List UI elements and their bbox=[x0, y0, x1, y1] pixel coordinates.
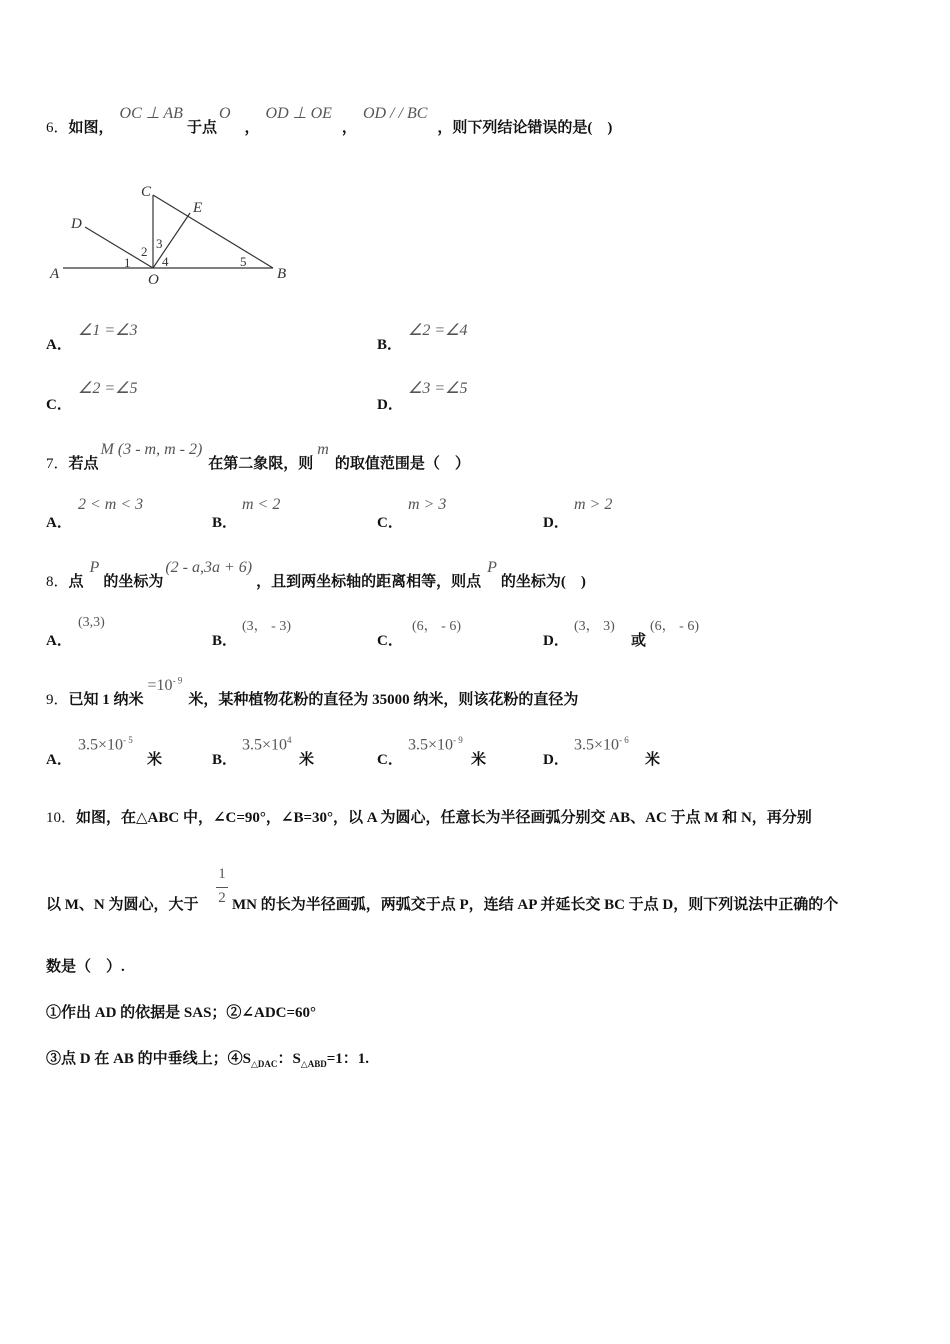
q7-option-d-letter: D． bbox=[543, 515, 569, 531]
label-o: O bbox=[148, 272, 159, 288]
q8-option-b-expr: (3， - 3) bbox=[242, 619, 291, 634]
question-10-line-2b: MN 的长为半径画弧，两弧交于点 P，连结 AP 并延长交 BC 于点 D，则下列说法中正确的个 bbox=[232, 897, 839, 913]
q8-option-d-or: 或 bbox=[631, 633, 647, 649]
question-10-line-3: 数是（ ）. bbox=[46, 959, 125, 975]
unit-label: 米 bbox=[147, 752, 163, 768]
label-c: C bbox=[141, 184, 152, 200]
question-10-line-5: ③点 D 在 AB 的中垂线上；$④S_{\triangle DAC}$：$S_{\triangle ABD}=1$：1. bbox=[46, 1051, 370, 1069]
fraction-bar bbox=[216, 887, 228, 888]
fraction-numerator: 1 bbox=[218, 866, 226, 882]
question-10-line-1: 10．如图，在△ABC 中，∠C=90°，∠B=30°，以 A 为圆心，任意长为半径画弧分别交 AB、AC 于点 M 和 N，再分别 bbox=[46, 810, 812, 826]
q7-option-a-expr: 2 < m < 3 bbox=[78, 496, 144, 513]
q8-option-d-letter: D． bbox=[543, 633, 569, 649]
q6-option-c-expr: ∠2 =∠5 bbox=[78, 380, 138, 397]
q8-option-d-expr2: (6， - 6) bbox=[650, 619, 699, 634]
q6-option-a-letter: A． bbox=[46, 337, 72, 353]
question-10-line-4: ①作出 AD 的依据是 SAS；②∠ADC=60° bbox=[46, 1005, 317, 1021]
math-expr: O bbox=[218, 105, 231, 122]
q6-option-d-letter: D． bbox=[377, 397, 403, 413]
q9-option-d-expr: $3.5\times 10^{- 6}$ bbox=[574, 735, 629, 754]
geometry-figure bbox=[45, 180, 305, 290]
q6-option-d-expr: ∠3 =∠5 bbox=[408, 380, 468, 397]
math-expr: m bbox=[317, 441, 329, 458]
q6-option-b-letter: B． bbox=[377, 337, 403, 353]
math-expr: P bbox=[487, 559, 497, 576]
q7-option-b-letter: B． bbox=[212, 515, 238, 531]
q6-option-c-letter: C． bbox=[46, 397, 72, 413]
q9-option-c-expr: $3.5\times 10^{- 9}$ bbox=[408, 735, 463, 754]
question-6-stem: 6．如图，OC ⊥ AB于点O，OD ⊥ OE，OD / / BC，则下列结论错误的是( ) bbox=[46, 105, 613, 136]
q8-option-a-expr: (3,3) bbox=[78, 615, 105, 630]
q7-option-c-letter: C． bbox=[377, 515, 403, 531]
q7-option-a-letter: A． bbox=[46, 515, 72, 531]
angle-label-3: 3 bbox=[156, 236, 163, 251]
angle-label-5: 5 bbox=[240, 254, 247, 269]
math-expr: P bbox=[89, 559, 100, 576]
q9-option-b-expr: $3.5\times 10^4$ bbox=[242, 735, 292, 754]
q7-option-c-expr: m > 3 bbox=[408, 496, 447, 513]
question-7-stem: 7．若点M (3 - m, m - 2)在第二象限，则m的取值范围是（ ） bbox=[46, 441, 470, 472]
q8-option-b-letter: B． bbox=[212, 633, 238, 649]
q7-option-d-expr: m > 2 bbox=[574, 496, 613, 513]
q8-option-c-expr: (6， - 6) bbox=[412, 619, 461, 634]
unit-label: 米 bbox=[471, 752, 487, 768]
math-expr: M (3 - m, m - 2) bbox=[100, 441, 203, 458]
question-10-line-2a: 以 M、N 为圆心，大于 bbox=[46, 897, 199, 913]
math-expr: $=10^{- 9}$ bbox=[147, 675, 183, 694]
label-d: D bbox=[71, 216, 82, 232]
question-number: 8． bbox=[46, 574, 69, 590]
question-8-stem: 8．点P的坐标为(2 - a,3a + 6)，且到两坐标轴的距离相等，则点P的坐标为( ) bbox=[46, 559, 586, 590]
fraction-denominator: 2 bbox=[218, 890, 226, 906]
question-number: 9． bbox=[46, 692, 69, 708]
unit-label: 米 bbox=[299, 752, 315, 768]
label-e: E bbox=[193, 200, 203, 216]
label-a: A bbox=[50, 266, 60, 282]
line-cb bbox=[153, 195, 273, 268]
angle-label-2: 2 bbox=[141, 244, 148, 259]
math-expr: OD ⊥ OE bbox=[265, 105, 332, 122]
q8-option-c-letter: C． bbox=[377, 633, 403, 649]
question-number: 7． bbox=[46, 456, 69, 472]
math-expr: OD / / BC bbox=[362, 105, 428, 122]
question-9-stem: 9．已知 1 纳米$=10^{- 9}$米，某种植物花粉的直径为 35000 纳米，则该花粉的直径为 bbox=[46, 675, 579, 708]
math-expr: OC ⊥ AB bbox=[119, 105, 183, 122]
math-expr: (2 - a,3a + 6) bbox=[165, 559, 253, 576]
angle-label-1: 1 bbox=[124, 255, 131, 270]
q8-option-a-letter: A． bbox=[46, 633, 72, 649]
q8-option-d-expr: (3， 3) bbox=[574, 619, 615, 634]
angle-label-4: 4 bbox=[162, 254, 169, 269]
q9-option-a-expr: $3.5\times 10^{- 5}$ bbox=[78, 735, 133, 754]
q6-option-b-expr: ∠2 =∠4 bbox=[408, 322, 468, 339]
q7-option-b-expr: m < 2 bbox=[242, 496, 281, 513]
question-number: 10． bbox=[46, 810, 77, 826]
label-b: B bbox=[277, 266, 287, 282]
q6-option-a-expr: ∠1 =∠3 bbox=[78, 322, 138, 339]
question-number: 6． bbox=[46, 120, 69, 136]
unit-label: 米 bbox=[645, 752, 661, 768]
